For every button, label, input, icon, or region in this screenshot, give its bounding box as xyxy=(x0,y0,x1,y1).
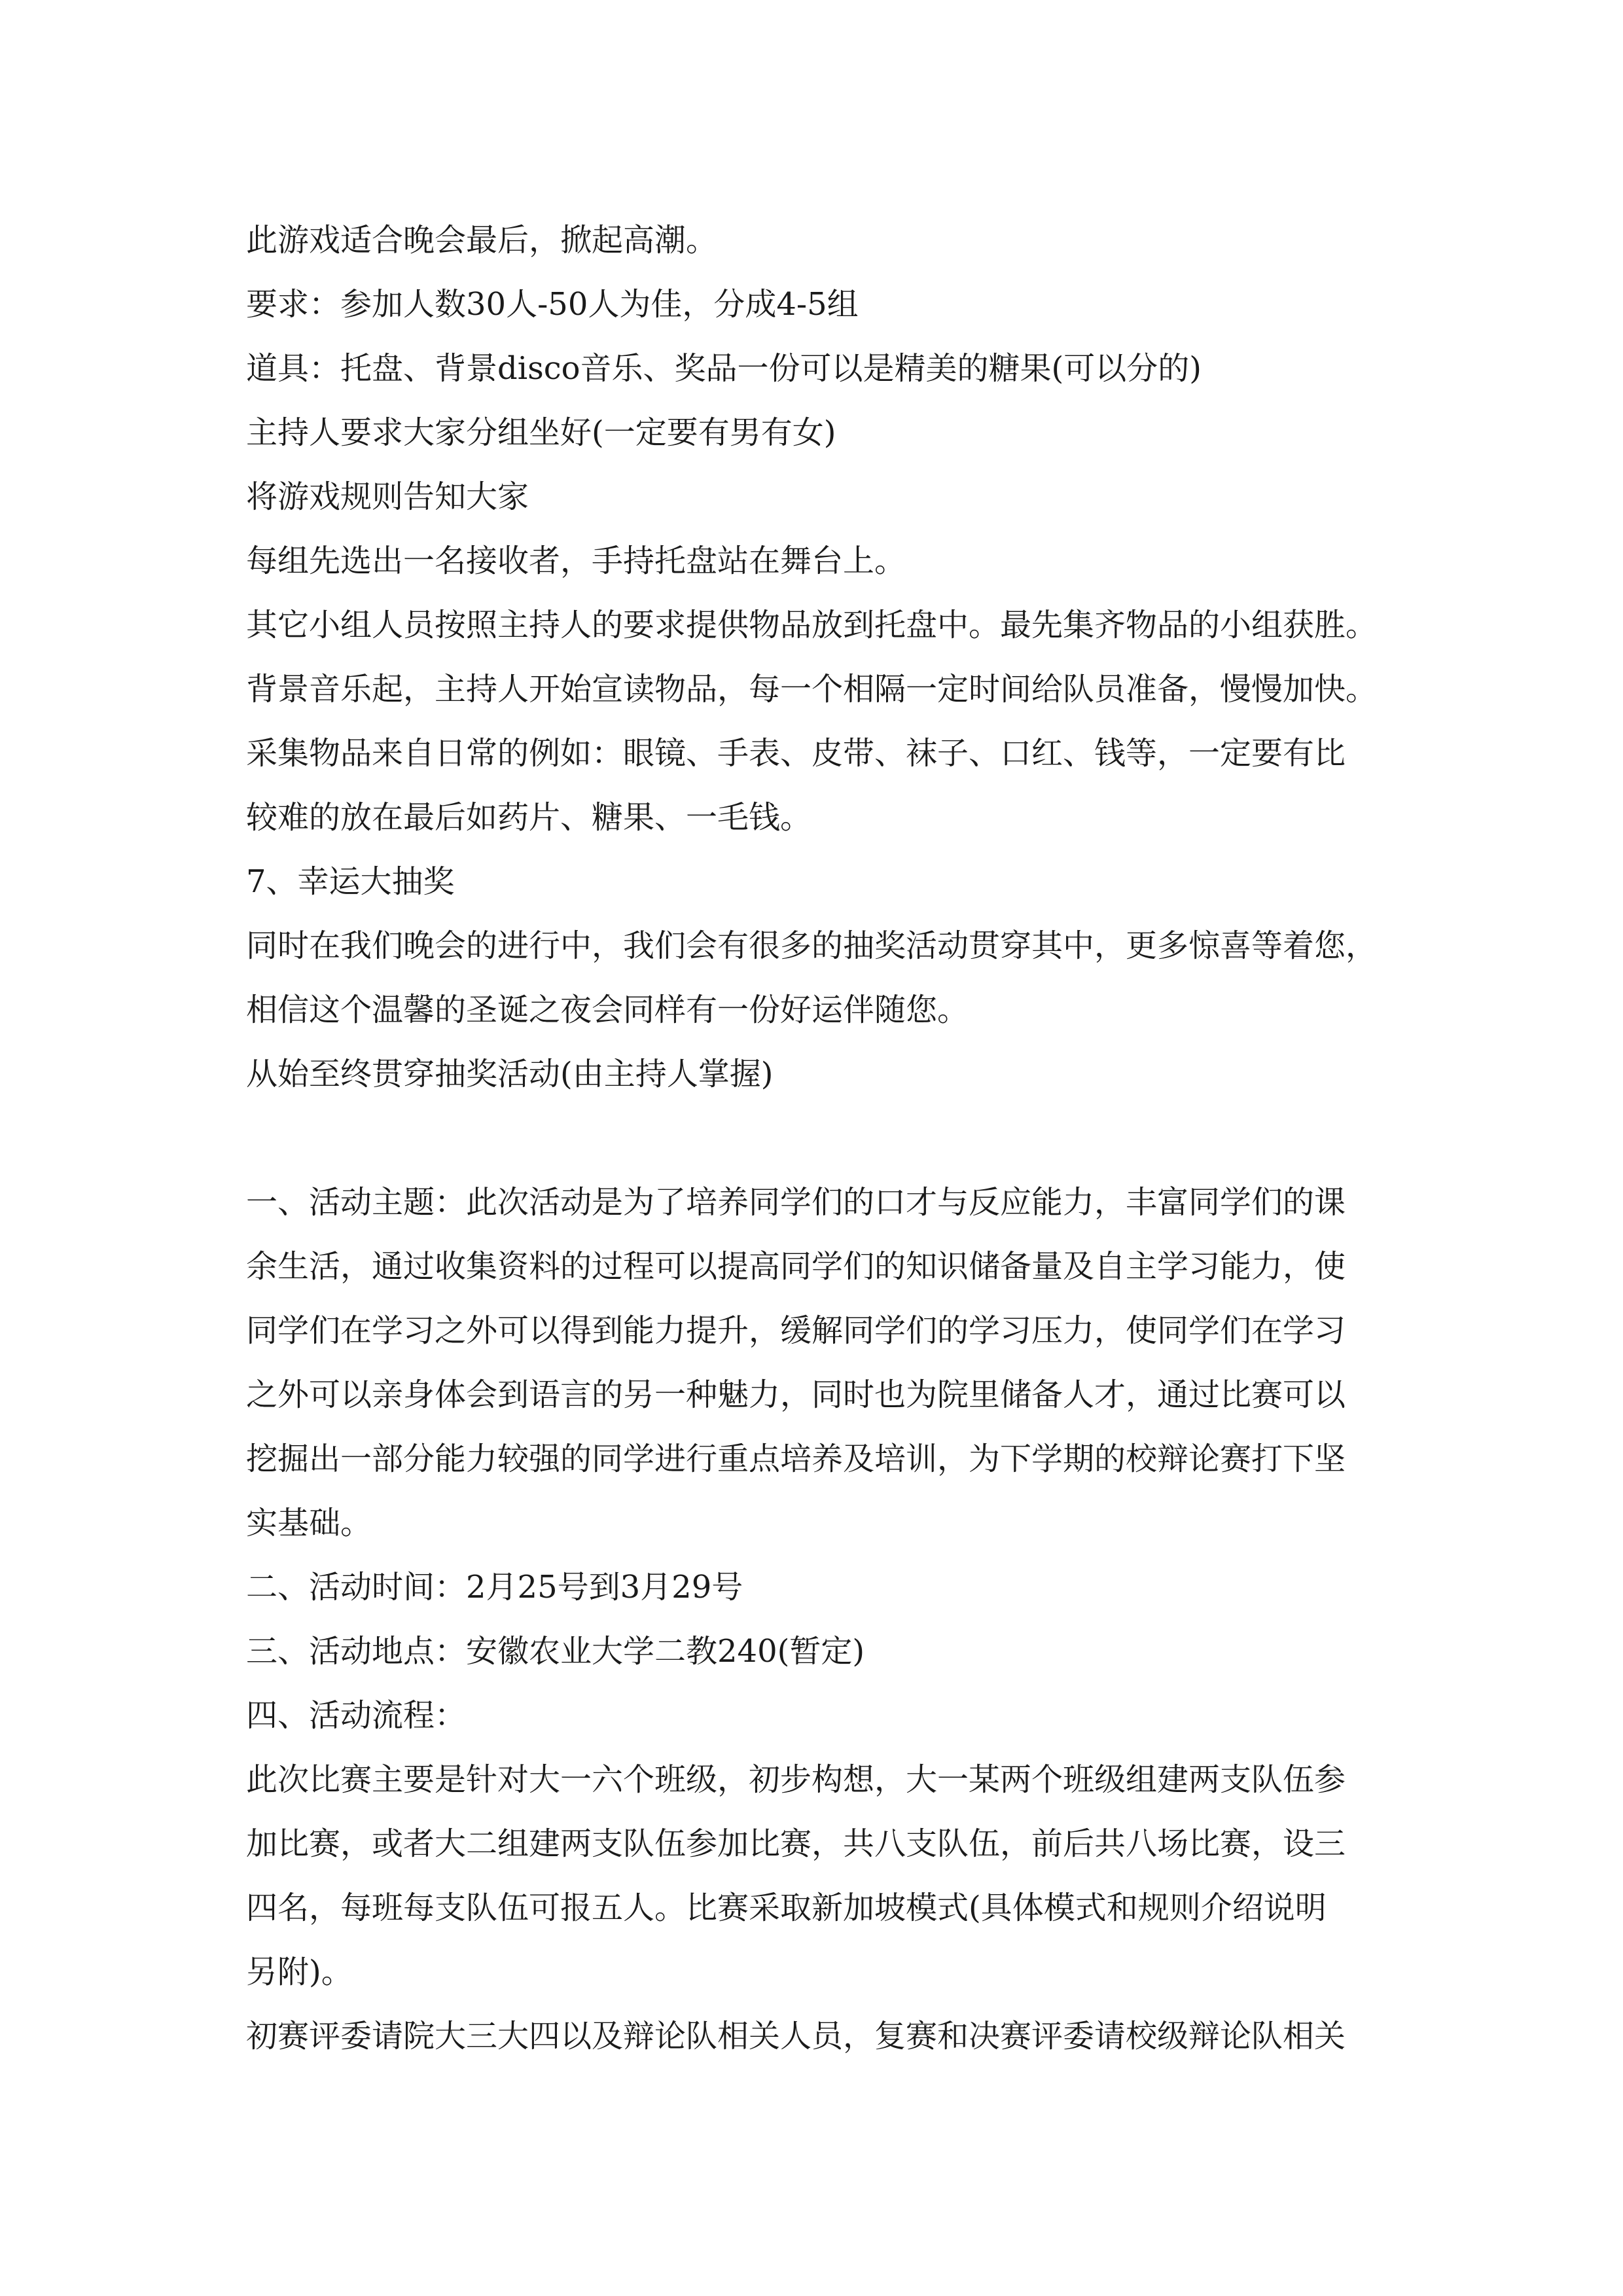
text-line: 此次比赛主要是针对大一六个班级，初步构想，大一某两个班级组建两支队伍参 xyxy=(246,1761,1346,1798)
text-line: 其它小组人员按照主持人的要求提供物品放到托盘中。最先集齐物品的小组获胜。 xyxy=(246,607,1378,643)
document-body xyxy=(246,208,1398,2068)
text-line: 此游戏适合晚会最后，掀起高潮。 xyxy=(246,222,718,259)
text-line: 同时在我们晚会的进行中，我们会有很多的抽奖活动贯穿其中，更多惊喜等着您， xyxy=(246,927,1378,964)
text-line: 要求：参加人数30人-50人为佳，分成4-5组 xyxy=(246,286,859,323)
text-line: 一、活动主题：此次活动是为了培养同学们的口才与反应能力，丰富同学们的课 xyxy=(246,1184,1346,1221)
text-line: 四、活动流程： xyxy=(246,1697,467,1734)
section-heading: 7、幸运大抽奖 xyxy=(246,863,455,900)
text-line: 二、活动时间：2月25号到3月29号 xyxy=(246,1569,743,1605)
text-line: 余生活，通过收集资料的过程可以提高同学们的知识储备量及自主学习能力，使 xyxy=(246,1248,1346,1285)
text-line: 实基础。 xyxy=(246,1505,372,1541)
text-line: 主持人要求大家分组坐好(一定要有男有女) xyxy=(246,414,836,451)
text-line: 将游戏规则告知大家 xyxy=(246,478,529,515)
text-line: 相信这个温馨的圣诞之夜会同样有一份好运伴随您。 xyxy=(246,992,969,1028)
text-line: 加比赛，或者大二组建两支队伍参加比赛，共八支队伍，前后共八场比赛，设三 xyxy=(246,1825,1346,1862)
text-line: 采集物品来自日常的例如：眼镜、手表、皮带、袜子、口红、钱等，一定要有比 xyxy=(246,735,1346,772)
text-line: 挖掘出一部分能力较强的同学进行重点培养及培训，为下学期的校辩论赛打下坚 xyxy=(246,1441,1346,1477)
text-line: 另附)。 xyxy=(246,1954,353,1990)
text-line: 之外可以亲身体会到语言的另一种魅力，同时也为院里储备人才，通过比赛可以 xyxy=(246,1376,1346,1413)
text-line: 道具：托盘、背景disco音乐、奖品一份可以是精美的糖果(可以分的) xyxy=(246,350,1202,387)
text-line: 三、活动地点：安徽农业大学二教240(暂定) xyxy=(246,1633,865,1670)
text-line: 从始至终贯穿抽奖活动(由主持人掌握) xyxy=(246,1056,774,1092)
text-line: 初赛评委请院大三大四以及辩论队相关人员，复赛和决赛评委请校级辩论队相关 xyxy=(246,2018,1346,2054)
blank-line xyxy=(246,1106,1398,1170)
text-line: 背景音乐起，主持人开始宣读物品，每一个相隔一定时间给队员准备，慢慢加快。 xyxy=(246,671,1378,708)
text-line: 每组先选出一名接收者，手持托盘站在舞台上。 xyxy=(246,543,906,579)
text-line: 较难的放在最后如药片、糖果、一毛钱。 xyxy=(246,799,812,836)
text-line: 同学们在学习之外可以得到能力提升，缓解同学们的学习压力，使同学们在学习 xyxy=(246,1312,1346,1349)
text-line: 四名，每班每支队伍可报五人。比赛采取新加坡模式(具体模式和规则介绍说明 xyxy=(246,1890,1327,1926)
